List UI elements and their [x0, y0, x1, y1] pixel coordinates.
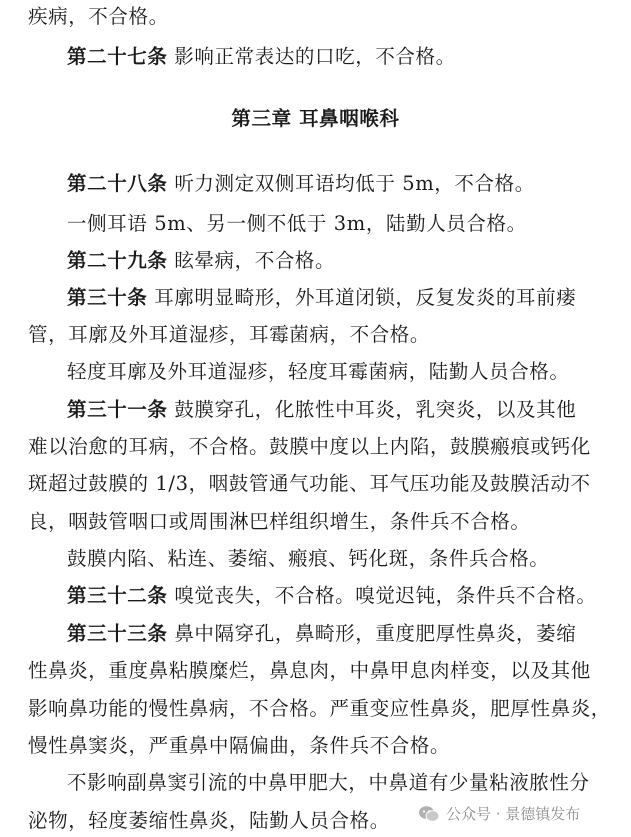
- text-line: [67, 359, 631, 385]
- article-text: 嗅觉丧失，不合格。嗅觉迟钝，条件兵不合格。: [167, 584, 597, 607]
- line-text: 影响鼻功能的慢性鼻病，不合格。严重变应性鼻炎，肥厚性鼻炎，: [28, 697, 611, 720]
- article-number: 第三十三条: [67, 622, 168, 645]
- wechat-official-account-icon: [418, 804, 440, 822]
- line-text: 斑超过鼓膜的 1/3，咽鼓管通气功能、耳气压功能及鼓膜活动不: [28, 472, 591, 495]
- article-number: 第三十二条: [67, 584, 168, 607]
- line-text: 疾病，不合格。: [28, 5, 169, 28]
- article-text: 耳廓明显畸形，外耳道闭锁，反复发炎的耳前瘘: [147, 286, 577, 309]
- watermark: [418, 800, 580, 828]
- article-33: [67, 621, 631, 647]
- article-30: [67, 285, 631, 311]
- article-number: 第三十条: [67, 286, 148, 309]
- line-text: 难以治愈的耳病，不合格。鼓膜中度以上内陷，鼓膜瘢痕或钙化: [28, 435, 591, 458]
- line-text: 良，咽鼓管咽口或周围淋巴样组织增生，条件兵不合格。: [28, 510, 531, 533]
- text-line: [28, 509, 631, 535]
- line-text: 一侧耳语 5m、另一侧不低于 3m，陆勤人员合格。: [67, 212, 527, 235]
- line-text: 不影响副鼻窦引流的中鼻甲肥大，中鼻道有少量粘液脓性分: [67, 771, 590, 794]
- watermark-text: 公众号 · 景德镇发布: [446, 805, 581, 823]
- article-text: 鼓膜穿孔，化脓性中耳炎，乳突炎，以及其他: [167, 398, 577, 421]
- text-line: [28, 696, 631, 722]
- article-32: [67, 583, 631, 609]
- article-31: [67, 397, 631, 423]
- article-text: 眩晕病，不合格。: [167, 249, 336, 272]
- chapter-heading: 第三章 耳鼻咽喉科: [231, 107, 400, 130]
- text-line: [67, 546, 631, 572]
- article-number: 第二十七条: [67, 45, 168, 68]
- line-text: 轻度耳廓及外耳道湿疹，轻度耳霉菌病，陆勤人员合格。: [67, 360, 570, 383]
- article-text: 鼻中隔穿孔，鼻畸形，重度肥厚性鼻炎，萎缩: [167, 622, 577, 645]
- line-text: 鼓膜内陷、粘连、萎缩、瘢痕、钙化斑，条件兵合格。: [67, 547, 550, 570]
- text-line: [67, 211, 631, 237]
- article-number: 第二十九条: [67, 249, 168, 272]
- text-line: [28, 434, 631, 460]
- line-text: 管，耳廓及外耳道湿疹，耳霉菌病，不合格。: [28, 323, 431, 346]
- article-text: 听力测定双侧耳语均低于 5m，不合格。: [167, 172, 535, 195]
- article-number: 第二十八条: [67, 172, 168, 195]
- text-line: [28, 658, 631, 684]
- text-line: [28, 4, 631, 30]
- text-line: [28, 733, 631, 759]
- article-29: [67, 248, 631, 274]
- text-line: [28, 471, 631, 497]
- article-27: [67, 44, 631, 70]
- article-text: 影响正常表达的口吃，不合格。: [167, 45, 456, 68]
- text-line: [67, 770, 631, 796]
- line-text: 慢性鼻窦炎，严重鼻中隔偏曲，条件兵不合格。: [28, 734, 451, 757]
- line-text: 泌物，轻度萎缩性鼻炎，陆勤人员合格。: [28, 809, 390, 832]
- text-line: [28, 322, 631, 348]
- article-28: [67, 171, 631, 197]
- line-text: 性鼻炎，重度鼻粘膜糜烂，鼻息肉，中鼻甲息肉样变，以及其他: [28, 659, 591, 682]
- article-number: 第三十一条: [67, 398, 168, 421]
